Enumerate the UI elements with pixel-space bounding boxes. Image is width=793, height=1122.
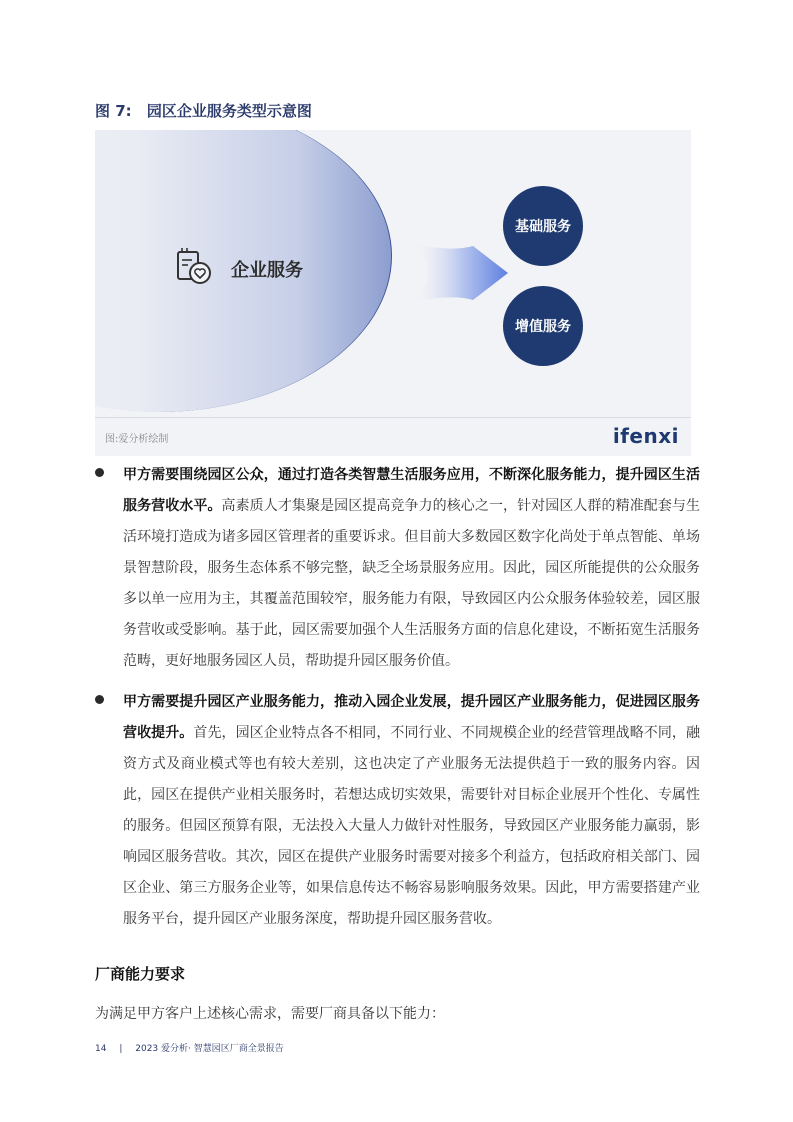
- report-title: 2023 爱分析· 智慧园区厂商全景报告: [135, 1044, 284, 1054]
- bullet-paragraph: [123, 460, 700, 677]
- bullet-body: 高素质人才集聚是园区提高竞争力的核心之一，针对园区人群的精准配套与生活环境打造成为诸多园区管理者的重要诉求。但目前大多数园区数字化尚处于单点智能、单场景智慧阶段，服务生态体系不够完整，缺乏全场景服务应用。因此，园区所能提供的公众服务多以单一应用为主，其覆盖范围较窄，服务能力有限，导致园区内公众服务体验较差，园区服务营收或受影响。基于此，园区需要加强个人生活服务方面的信息化建设，不断拓宽生活服务范畴，更好地服务园区人员，帮助提升园区服务价值。: [123, 498, 701, 669]
- ifenxi-logo: ifenxi: [612, 424, 679, 448]
- bullet-item: [95, 687, 700, 935]
- footer-divider: |: [119, 1044, 123, 1054]
- figure-label: 图 7:: [95, 102, 132, 120]
- figure-caption: 园区企业服务类型示意图: [146, 102, 312, 120]
- bullet-paragraph: [123, 687, 700, 935]
- section-heading: 厂商能力要求: [95, 965, 186, 983]
- page-number: 14: [95, 1044, 107, 1054]
- bullet-item: [95, 460, 700, 677]
- arrow-right-icon: [413, 242, 508, 304]
- figure-source: 图:爱分析绘制: [105, 434, 169, 445]
- bullet-lead: 甲方需要提升园区产业服务能力，推动入园企业发展，提升园区产业服务能力，促进园区服务营收提升。: [123, 694, 700, 741]
- bullet-dot-icon: [95, 468, 104, 477]
- bullet-body: 首先，园区企业特点各不相同，不同行业、不同规模企业的经营管理战略不同，融资方式及商业模式等也有较大差别，这也决定了产业服务无法提供趋于一致的服务内容。因此，园区在提供产业相关服务时，若想达成切实效果，需要针对目标企业展开个性化、专属性的服务。但园区预算有限，无法投入大量人力做针对性服务，导致园区产业服务能力赢弱，影响园区服务营收。其次，园区在提供产业服务时需要对接多个利益方，包括政府相关部门、园区企业、第三方服务企业等，如果信息传达不畅容易影响服务效果。因此，甲方需要搭建产业服务平台，提升园区产业服务深度，帮助提升园区服务营收。: [123, 725, 700, 927]
- service-type-figure: [95, 130, 691, 456]
- bullet-dot-icon: [95, 695, 104, 704]
- figure-divider: [95, 417, 691, 418]
- basic-service-circle: 基础服务: [503, 186, 583, 266]
- figure-title: [95, 100, 312, 121]
- enterprise-service-label: 企业服务: [231, 260, 303, 281]
- section-intro: 为满足甲方客户上述核心需求，需要厂商具备以下能力：: [95, 1006, 445, 1022]
- bullet-lead: 甲方需要围绕园区公众，通过打造各类智慧生活服务应用，不断深化服务能力，提升园区生活服务营收水平。: [123, 467, 700, 514]
- value-added-service-circle: 增值服务: [503, 286, 583, 366]
- page-footer: [95, 1041, 284, 1054]
- document-heart-icon: [175, 248, 213, 286]
